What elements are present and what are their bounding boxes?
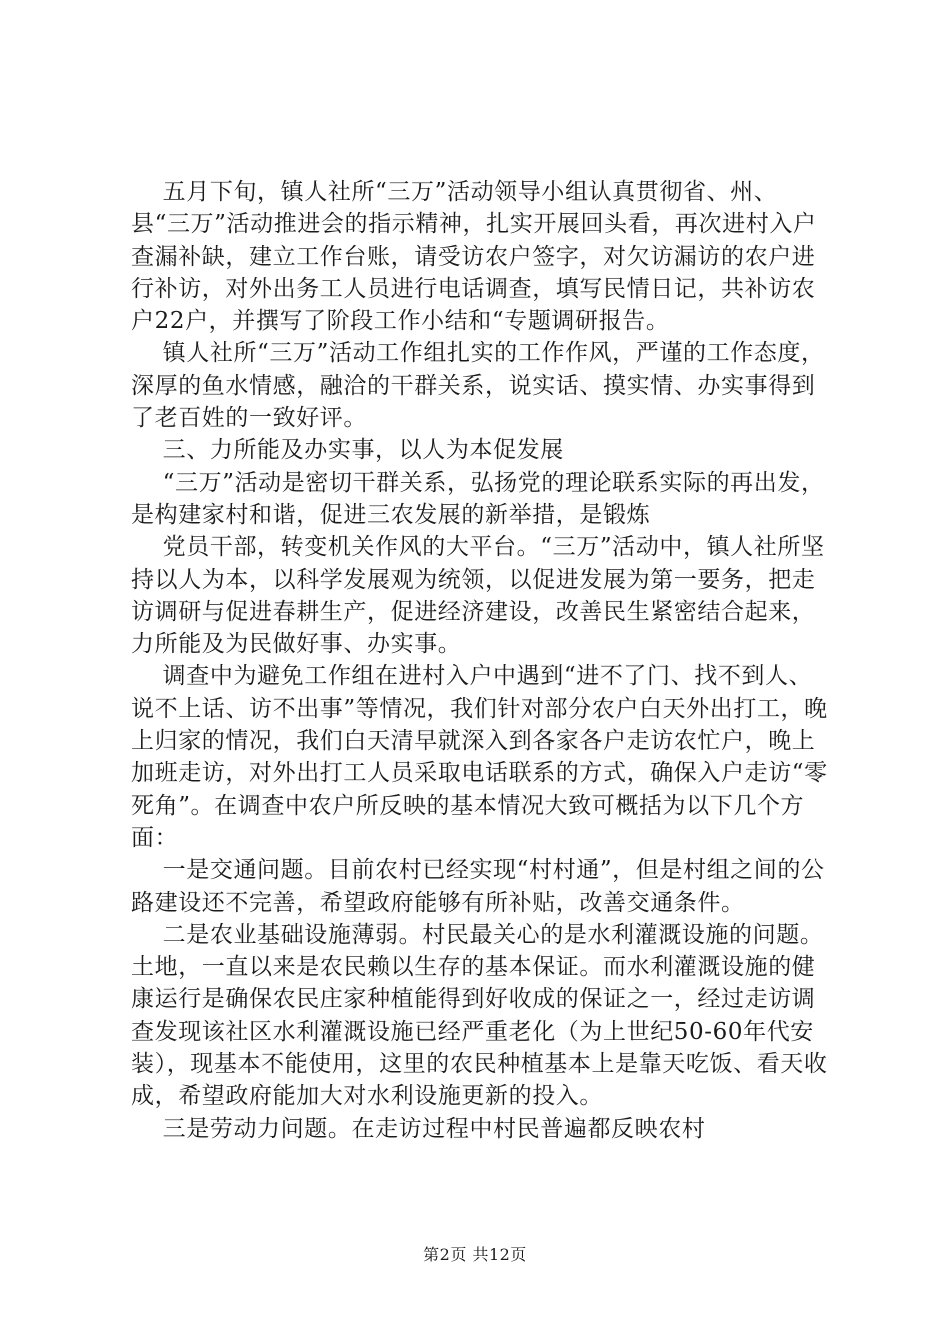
document-body — [131, 176, 831, 1145]
paragraph-review-visit: 五月下旬，镇人社所“三万”活动领导小组认真贯彻省、州、县“三万”活动推进会的指示精神，扎实开展回头看，再次进村入户查漏补缺，建立工作台账，请受访农户签字，对欠访漏访的农户进行补访，对外出务工人员进行电话调查，填写民情日记，共补访农户22户，并撰写了阶段工作小结和“专题调研报告。 — [131, 179, 817, 335]
paragraph-activity-purpose: “三万”活动是密切干群关系，弘扬党的理论联系实际的再出发，是构建家村和谐，促进三农发展的新举措，是锻炼 — [131, 469, 825, 528]
paragraph-labor-issue: 三是劳动力问题。在走访过程中村民普遍都反映农村 — [131, 1115, 706, 1142]
paragraph-traffic-issue: 一是交通问题。目前农村已经实现“村村通”，但是村组之间的公路建设还不完善，希望政府能够有所补贴，改善交通条件。 — [131, 857, 825, 916]
page-number-footer: 第2页 共12页 — [423, 1245, 527, 1264]
paragraph-irrigation-issue: 二是农业基础设施薄弱。村民最关心的是水利灌溉设施的问题。土地，一直以来是农民赖以生存的基本保证。而水利灌溉设施的健康运行是确保农民庄家种植能得到好收成的保证之一，经过走访调查发现该社区水利灌溉设施已经严重老化（为上世纪50-60年代安装），现基本不能使用，这里的农民种植基本上是靠天吃饭、看天收成，希望政府能加大对水利设施更新的投入。 — [131, 921, 828, 1110]
paragraph-work-style: 镇人社所“三万”活动工作组扎实的工作作风，严谨的工作态度，深厚的鱼水情感，融洽的干群关系，说实话、摸实情、办实事得到了老百姓的一致好评。 — [131, 340, 825, 432]
section-heading-three: 三、力所能及办实事，以人为本促发展 — [131, 437, 564, 464]
paragraph-survey-method: 调查中为避免工作组在进村入户中遇到“进不了门、找不到人、说不上话、访不出事”等情况，我们针对部分农户白天外出打工，晚上归家的情况，我们白天清早就深入到各家各户走访农忙户，晚上加班走访，对外出打工人员采取电话联系的方式，确保入户走访“零死角”。在调查中农户所反映的基本情况大致可概括为以下几个方面： — [131, 663, 828, 851]
paragraph-cadre-platform: 党员干部，转变机关作风的大平台。“三万”活动中，镇人社所坚持以人为本，以科学发展观为统领，以促进发展为第一要务，把走访调研与促进春耕生产，促进经济建设，改善民生紧密结合起来，力所能及为民做好事、办实事。 — [131, 534, 825, 658]
